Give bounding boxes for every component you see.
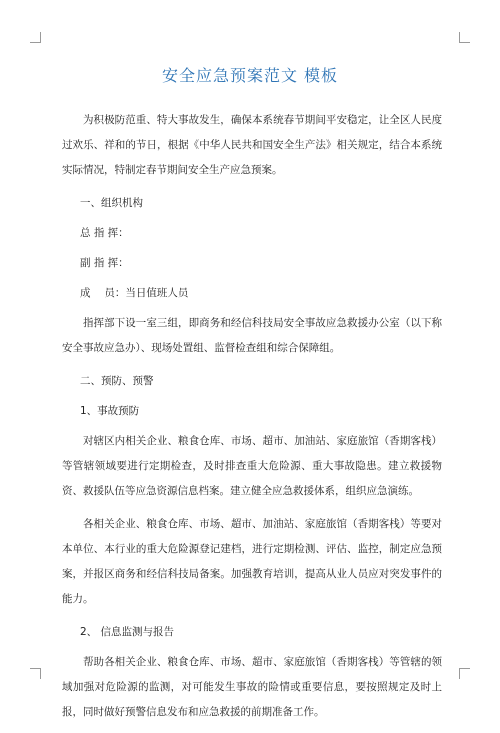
subheading-accident-prevention: 1、事故预防 bbox=[80, 405, 140, 417]
deputy-commander-line: 副 指 挥： bbox=[80, 257, 129, 269]
section-heading-organization: 一、组织机构 bbox=[80, 197, 143, 209]
commander-line: 总 指 挥： bbox=[80, 227, 129, 239]
inspection-paragraph: 对辖区内相关企业、粮食仓库、市场、超市、加油站、家庭旅馆（香期客栈）等管辖领域要进行定期检查，及时排查重大危险源、重大事故隐患。建立救援物资、救援队伍等应急资源信息档案。建立健全应急救援体系，组织应急演练。 bbox=[62, 435, 442, 497]
crop-mark-top-right bbox=[459, 32, 470, 43]
subheading-monitoring-reporting: 2、 信息监测与报告 bbox=[80, 626, 175, 638]
document-title: 安全应急预案范文 模板 bbox=[161, 66, 339, 85]
document-body bbox=[62, 108, 442, 733]
command-structure-paragraph: 指挥部下设一室三组，即商务和经信科技局安全事故应急救援办公室（以下称安全事故应急办）、现场处置组、监督检查组和综合保障组。 bbox=[62, 317, 442, 354]
crop-mark-bottom-right bbox=[459, 668, 470, 679]
crop-mark-top-left bbox=[30, 32, 41, 43]
crop-mark-bottom-left bbox=[30, 668, 41, 679]
hazard-registration-paragraph: 各相关企业、粮食仓库、市场、超市、加油站、家庭旅馆（香期客栈）等要对本单位、本行业的重大危险源登记建档，进行定期检测、评估、监控，制定应急预案，并报区商务和经信科技局备案。加强教育培训，提高从业人员应对突发事件的能力。 bbox=[62, 518, 442, 605]
intro-paragraph: 为积极防范重、特大事故发生，确保本系统春节期间平安稳定，让全区人民度过欢乐、祥和的节日，根据《中华人民共和国安全生产法》相关规定，结合本系统实际情况，特制定春节期间安全生产应急预案。 bbox=[62, 114, 442, 176]
members-line: 成 员：当日值班人员 bbox=[80, 287, 189, 299]
monitoring-paragraph: 帮助各相关企业、粮食仓库、市场、超市、家庭旅馆（香期客栈）等管辖的领域加强对危险源的监测，对可能发生事故的险情或重要信息，要按照规定及时上报，同时做好预警信息发布和应急救援的前期准备工作。 bbox=[62, 656, 442, 718]
section-heading-prevention: 二、预防、预警 bbox=[80, 375, 154, 387]
